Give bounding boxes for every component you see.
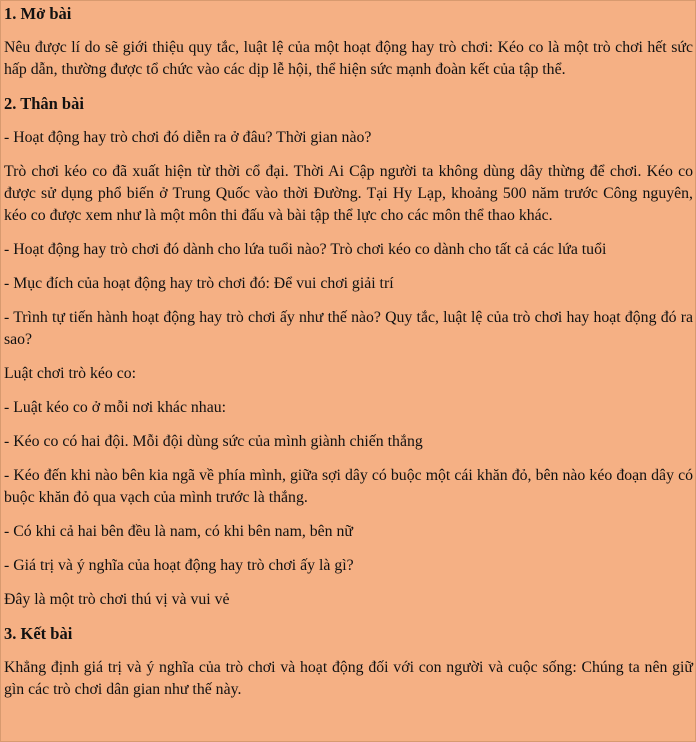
- paragraph-body-8: - Kéo co có hai đội. Mỗi đội dùng sức của mình giành chiến thắng: [4, 433, 423, 450]
- heading-intro: 1. Mở bài: [4, 4, 72, 23]
- paragraph-body-1: - Hoạt động hay trò chơi đó diễn ra ở đâu? Thời gian nào?: [4, 129, 372, 146]
- paragraph-body-9: - Kéo đến khi nào bên kia ngã về phía mình, giữa sợi dây có buộc một cái khăn đỏ, bên nào kéo đoạn dây có buộc khăn đỏ qua vạch của mình trước là thắng.: [4, 467, 693, 506]
- paragraph-intro: Nêu được lí do sẽ giới thiệu quy tắc, luật lệ của một hoạt động hay trò chơi: Kéo co là một trò chơi hết sức hấp dẫn, thường được tổ chức vào các dịp lễ hội, thể hiện sức mạnh đoàn kết của tập thể.: [4, 39, 693, 78]
- paragraph-body-10: - Có khi cả hai bên đều là nam, có khi bên nam, bên nữ: [4, 523, 353, 540]
- paragraph-body-11: - Giá trị và ý nghĩa của hoạt động hay trò chơi ấy là gì?: [4, 557, 354, 574]
- paragraph-body-12: Đây là một trò chơi thú vị và vui vẻ: [4, 591, 230, 608]
- paragraph-body-2: Trò chơi kéo co đã xuất hiện từ thời cổ đại. Thời Ai Cập người ta không dùng dây thừng để chơi. Kéo co được sử dụng phổ biến ở Trung Quốc vào thời Đường. Tại Hy Lạp, khoảng 500 năm trước Công nguyên, kéo co được xem như là một môn thi đấu và bài tập thể lực cho các môn thể thao khác.: [4, 163, 693, 224]
- heading-body: 2. Thân bài: [4, 94, 84, 113]
- paragraph-conclusion: Khẳng định giá trị và ý nghĩa của trò chơi và hoạt động đối với con người và cuộc sống: Chúng ta nên giữ gìn các trò chơi dân gian như thế này.: [4, 659, 693, 698]
- paragraph-body-5: - Trình tự tiến hành hoạt động hay trò chơi ấy như thế nào? Quy tắc, luật lệ của trò chơi hay hoạt động đó ra sao?: [4, 309, 693, 348]
- paragraph-body-6: Luật chơi trò kéo co:: [4, 365, 137, 382]
- heading-conclusion: 3. Kết bài: [4, 624, 73, 643]
- paragraph-body-3: - Hoạt động hay trò chơi đó dành cho lứa tuổi nào? Trò chơi kéo co dành cho tất cả các lứa tuổi: [4, 241, 607, 258]
- paragraph-body-4: - Mục đích của hoạt động hay trò chơi đó: Để vui chơi giải trí: [4, 275, 394, 292]
- paragraph-body-7: - Luật kéo co ở mỗi nơi khác nhau:: [4, 399, 227, 416]
